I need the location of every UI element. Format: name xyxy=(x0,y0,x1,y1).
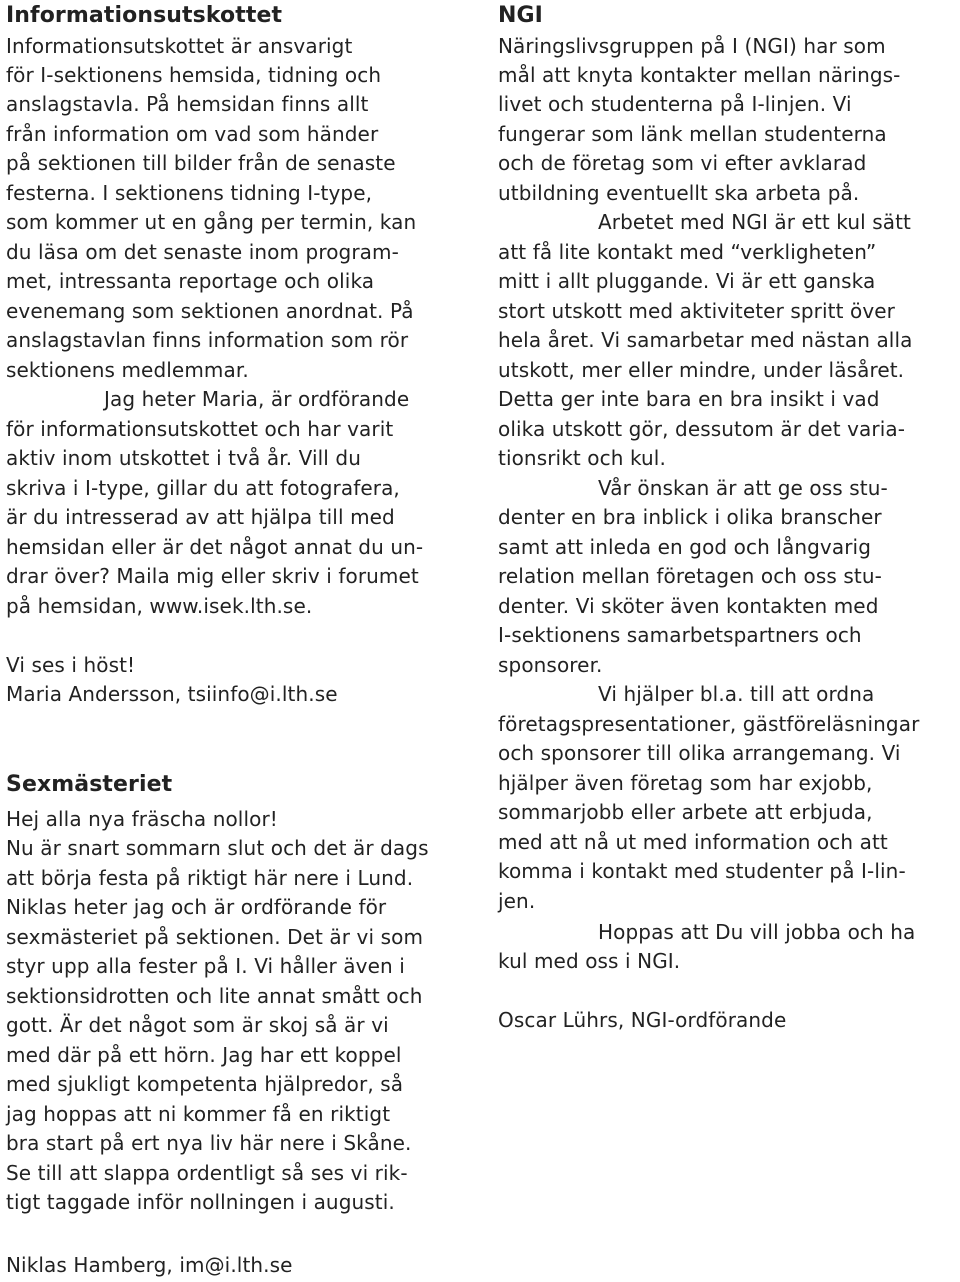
text-line: Niklas heter jag och är ordförande för xyxy=(6,895,387,919)
text-line: på sektionen till bilder från de senaste xyxy=(6,151,396,175)
text-line: med där på ett hörn. Jag har ett koppel xyxy=(6,1043,402,1067)
text-line: från information om vad som händer xyxy=(6,122,379,146)
text-line: mitt i allt pluggande. Vi är ett ganska xyxy=(498,269,876,293)
text-line: stort utskott med aktiviteter spritt över xyxy=(498,299,895,323)
text-line: med att nå ut med information och att xyxy=(498,830,888,854)
text-line: Nu är snart sommarn slut och det är dags xyxy=(6,836,429,860)
text-line: tigt taggade inför nollningen i augusti. xyxy=(6,1190,395,1214)
text-line: hjälper även företag som har exjobb, xyxy=(498,771,873,795)
text-line: livet och studenterna på I-linjen. Vi xyxy=(498,92,852,116)
text-line: denter. Vi sköter även kontakten med xyxy=(498,594,879,618)
text-line: sektionsidrotten och lite annat smått och xyxy=(6,984,423,1008)
text-line: att börja festa på riktigt här nere i Lund. xyxy=(6,866,414,890)
section-heading: Sexmästeriet xyxy=(6,772,173,797)
text-line: jen. xyxy=(498,889,536,913)
text-line: du läsa om det senaste inom program- xyxy=(6,240,399,264)
text-line: styr upp alla fester på I. Vi håller även i xyxy=(6,954,405,978)
text-line: utskott, mer eller mindre, under läsåret. xyxy=(498,358,905,382)
text-line: festerna. I sektionens tidning I-type, xyxy=(6,181,373,205)
text-line: Hoppas att Du vill jobba och ha xyxy=(598,920,916,944)
text-line: anslagstavla. På hemsidan finns allt xyxy=(6,92,369,116)
text-line: gott. Är det något som är skoj så är vi xyxy=(6,1013,389,1037)
text-line: kul med oss i NGI. xyxy=(498,949,681,973)
text-line: olika utskott gör, dessutom är det varia- xyxy=(498,417,906,441)
text-line: relation mellan företagen och oss stu- xyxy=(498,564,882,588)
text-line: drar över? Maila mig eller skriv i forumet xyxy=(6,564,419,588)
text-line: företagspresentationer, gästföreläsningar xyxy=(498,712,920,736)
text-line: tionsrikt och kul. xyxy=(498,446,666,470)
text-line: med sjukligt kompetenta hjälpredor, så xyxy=(6,1072,404,1096)
section-heading: Informationsutskottet xyxy=(6,3,283,28)
text-line: denter en bra inblick i olika branscher xyxy=(498,505,882,529)
text-line: mål att knyta kontakter mellan närings- xyxy=(498,63,901,87)
signature: Maria Andersson, tsiinfo@i.lth.se xyxy=(6,682,338,706)
text-line: Jag heter Maria, är ordförande xyxy=(104,387,410,411)
text-line: Vi hjälper bl.a. till att ordna xyxy=(598,682,875,706)
closing-line: Vi ses i höst! xyxy=(6,653,136,677)
text-line: sommarjobb eller arbete att erbjuda, xyxy=(498,800,873,824)
text-line: som kommer ut en gång per termin, kan xyxy=(6,210,417,234)
text-line: komma i kontakt med studenter på I-lin- xyxy=(498,859,906,883)
text-line: är du intresserad av att hjälpa till med xyxy=(6,505,395,529)
text-line: Vår önskan är att ge oss stu- xyxy=(598,476,888,500)
text-line: att få lite kontakt med “verkligheten” xyxy=(498,240,877,264)
text-line: anslagstavlan finns information som rör xyxy=(6,328,409,352)
text-line: aktiv inom utskottet i två år. Vill du xyxy=(6,446,361,470)
text-line: Hej alla nya fräscha nollor! xyxy=(6,807,278,831)
text-line: Detta ger inte bara en bra insikt i vad xyxy=(498,387,880,411)
text-line: sexmästeriet på sektionen. Det är vi som xyxy=(6,925,424,949)
text-line: och sponsorer till olika arrangemang. Vi xyxy=(498,741,901,765)
text-line: för informationsutskottet och har varit xyxy=(6,417,394,441)
text-line: samt att inleda en god och långvarig xyxy=(498,535,871,559)
text-line: för I-sektionens hemsida, tidning och xyxy=(6,63,382,87)
text-line: jag hoppas att ni kommer få en riktigt xyxy=(6,1102,391,1126)
signature: Niklas Hamberg, im@i.lth.se xyxy=(6,1253,293,1277)
text-line: på hemsidan, www.isek.lth.se. xyxy=(6,594,313,618)
text-line: hemsidan eller är det något annat du un- xyxy=(6,535,424,559)
text-line: skriva i I-type, gillar du att fotografera, xyxy=(6,476,400,500)
text-line: Näringslivsgruppen på I (NGI) har som xyxy=(498,34,886,58)
text-line: met, intressanta reportage och olika xyxy=(6,269,375,293)
text-line: bra start på ert nya liv här nere i Skåne. xyxy=(6,1131,412,1155)
text-line: utbildning eventuellt ska arbeta på. xyxy=(498,181,860,205)
text-line: Informationsutskottet är ansvarigt xyxy=(6,34,353,58)
text-line: evenemang som sektionen anordnat. På xyxy=(6,299,414,323)
text-line: I-sektionens samarbetspartners och xyxy=(498,623,862,647)
text-line: Arbetet med NGI är ett kul sätt xyxy=(598,210,912,234)
text-line: hela året. Vi samarbetar med nästan alla xyxy=(498,328,913,352)
text-line: sponsorer. xyxy=(498,653,603,677)
section-heading: NGI xyxy=(498,3,543,28)
text-line: fungerar som länk mellan studenterna xyxy=(498,122,887,146)
text-line: Se till att slappa ordentligt så ses vi rik- xyxy=(6,1161,408,1185)
text-line: och de företag som vi efter avklarad xyxy=(498,151,867,175)
text-line: sektionens medlemmar. xyxy=(6,358,249,382)
signature: Oscar Lührs, NGI-ordförande xyxy=(498,1008,787,1032)
